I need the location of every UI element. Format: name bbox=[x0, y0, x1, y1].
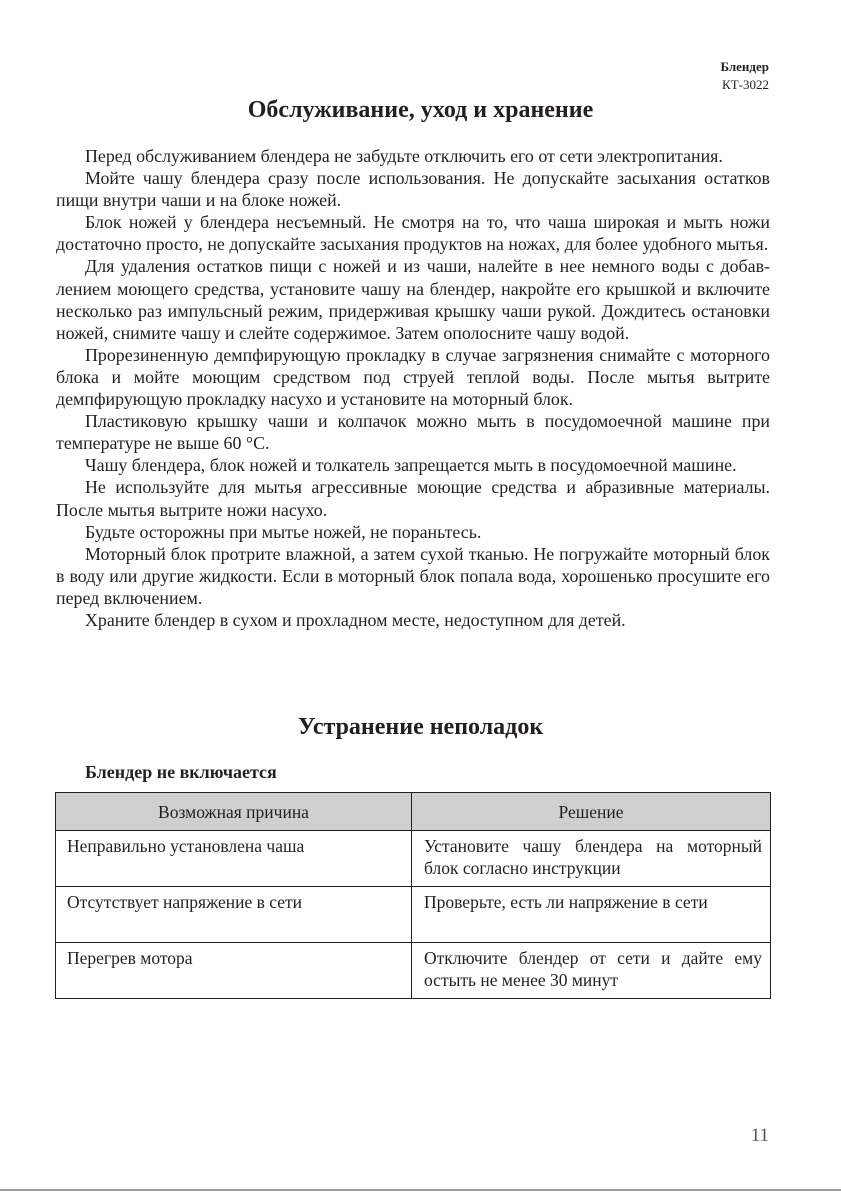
table-row bbox=[56, 831, 771, 887]
solution-cell: Проверьте, есть ли напряжение в сети bbox=[412, 887, 771, 943]
cause-cell: Неправильно установлена чаша bbox=[56, 831, 412, 887]
header-product: Блендер bbox=[720, 59, 769, 74]
table-row bbox=[56, 887, 771, 943]
care-paragraph: Прорезиненную демпфирующую прокладку в случае загрязнения снимайте с моторного блока и мойте моющим средством под струей теплой воды. После мытья вытрите демпфирующую прокладку насухо и установите на моторный блок. bbox=[56, 344, 770, 410]
troubleshooting-section-title: Устранение неполадок bbox=[297, 714, 544, 740]
running-header bbox=[720, 58, 769, 94]
troubleshooting-subheading: Блендер не включается bbox=[85, 762, 277, 782]
header-model: КТ-3022 bbox=[722, 77, 769, 92]
column-header-solution: Решение bbox=[412, 793, 771, 831]
bottom-divider bbox=[0, 1189, 841, 1191]
care-paragraph: Будьте осторожны при мытье ножей, не пораньтесь. bbox=[85, 521, 482, 542]
care-paragraph: Мойте чашу блендера сразу после использования. Не допускайте засыхания остатков пищи внутри чаши и на блоке ножей. bbox=[56, 168, 770, 211]
care-paragraph: Чашу блендера, блок ножей и толкатель запрещается мыть в посудомоечной машине. bbox=[85, 455, 737, 476]
care-paragraph: Для удаления остатков пищи с ножей и из чаши, налейте в нее немного воды с добавлением моющего средства, установите чашу на блендер, накройте его крышкой и включите несколько раз импульсный режим, придерживая крышку чаши рукой. Дождитесь остановки ножей, снимите чашу и слейте содержимое. Затем ополосните чашу водой. bbox=[56, 256, 770, 343]
care-paragraph: Храните блендер в сухом и прохладном месте, недоступном для детей. bbox=[85, 609, 626, 630]
solution-cell: Установите чашу блендера на моторный блок согласно инструкции bbox=[412, 831, 771, 887]
cause-cell: Отсутствует напряжение в сети bbox=[56, 887, 412, 943]
table-row bbox=[56, 943, 771, 999]
care-paragraph: Пластиковую крышку чаши и колпачок можно мыть в посудомоечной машине при температуре не выше 60 °C. bbox=[56, 411, 770, 454]
column-header-cause: Возможная причина bbox=[56, 793, 412, 831]
solution-cell: Отключите блендер от сети и дайте ему остыть не менее 30 минут bbox=[412, 943, 771, 999]
care-paragraph: Перед обслуживанием блендера не забудьте отключить его от сети электропитания. bbox=[85, 146, 723, 166]
table-header-row bbox=[56, 793, 771, 831]
care-paragraph: Не используйте для мытья агрессивные моющие средства и абразивные материалы. После мытья вытрите ножи насухо. bbox=[56, 477, 770, 520]
care-instructions bbox=[56, 145, 770, 631]
care-section-title: Обслуживание, уход и хранение bbox=[247, 97, 594, 123]
troubleshooting-table bbox=[55, 792, 771, 999]
cause-cell: Перегрев мотора bbox=[56, 943, 412, 999]
care-paragraph: Блок ножей у блендера несъемный. Не смотря на то, что чаша широкая и мыть ножи достаточно просто, не допускайте засыхания продуктов на ножах, для более удобного мытья. bbox=[56, 212, 770, 255]
page-number: 11 bbox=[750, 1125, 769, 1146]
care-paragraph: Моторный блок протрите влажной, а затем сухой тканью. Не погружайте моторный блок в воду или другие жидкости. Если в моторный блок попала вода, хорошенько просушите его перед включением. bbox=[56, 543, 770, 608]
